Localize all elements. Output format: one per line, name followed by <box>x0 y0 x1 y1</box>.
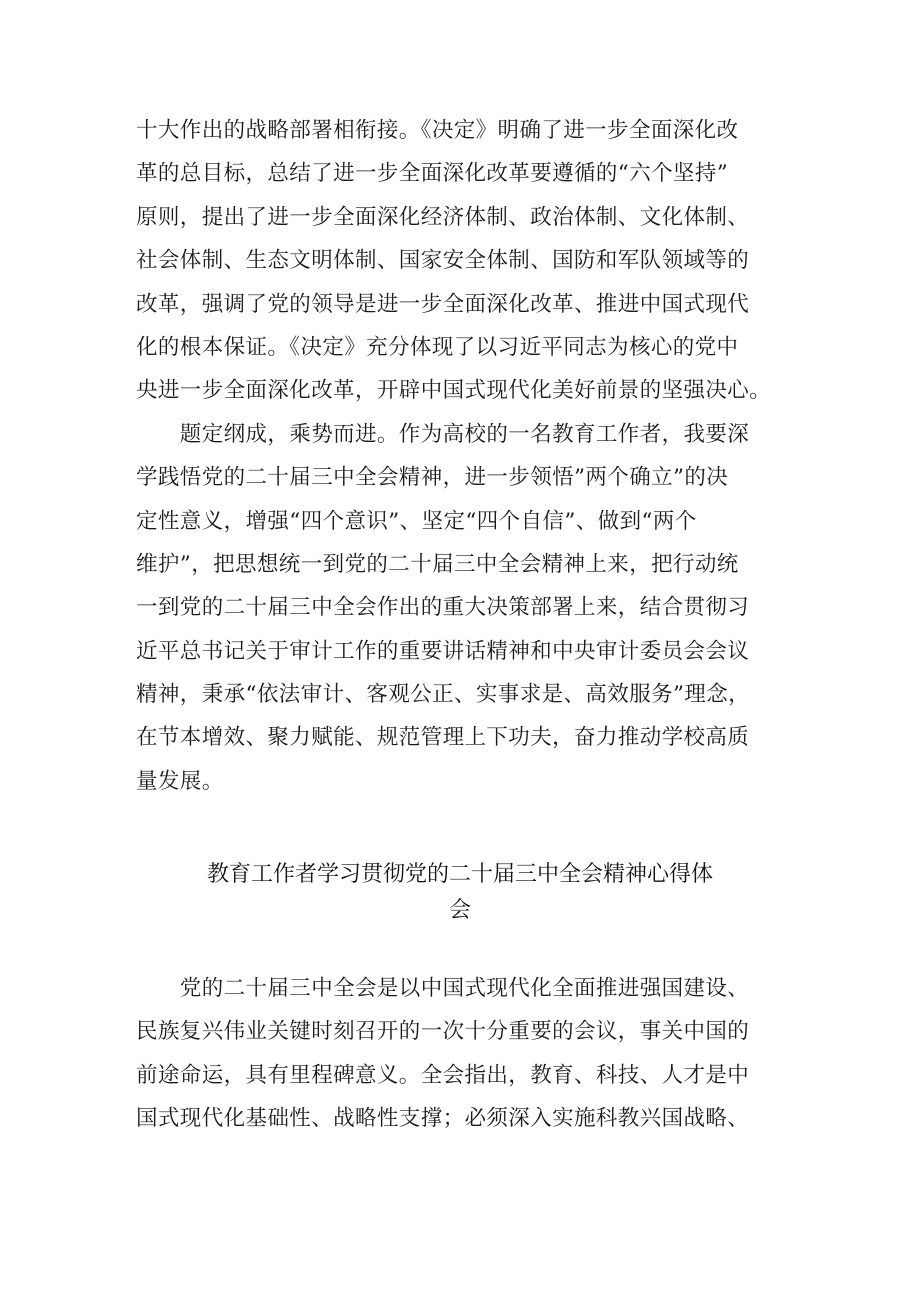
text-line: 党的二十届三中全会是以中国式现代化全面推进强国建设、 <box>136 976 750 1001</box>
text-line: 化的根本保证。《决定》充分体现了以习近平同志为核心的党中 <box>136 334 739 360</box>
text-line: 维护”，把思想统一到党的二十届三中全会精神上来，把行动统 <box>136 551 739 577</box>
text-line: 题定纲成，乘势而进。作为高校的一名教育工作者，我要深 <box>136 421 750 447</box>
text-line: 一到党的二十届三中全会作出的重大决策部署上来，结合贯彻习 <box>136 595 750 621</box>
text-line: 近平总书记关于审计工作的重要讲话精神和中央审计委员会会议 <box>136 638 750 664</box>
text-line: 前途命运，具有里程碑意义。全会指出，教育、科技、人才是中 <box>136 1062 750 1088</box>
body-text-section-1 <box>136 109 796 803</box>
text-line: 学践悟党的二十届三中全会精神，进一步领悟”两个确立”的决 <box>136 465 729 491</box>
text-line: 定性意义，增强“四个意识”、坚定“四个自信”、做到“两个 <box>136 508 697 534</box>
text-line: 国式现代化基础性、战略性支撑；必须深入实施科教兴国战略、 <box>136 1106 750 1132</box>
text-line: 改革，强调了党的领导是进一步全面深化改革、推进中国式现代 <box>136 291 750 317</box>
article-title-line-1: 教育工作者学习贯彻党的二十届三中全会精神心得体 <box>206 862 713 887</box>
text-line: 十大作出的战略部署相衔接。《决定》明确了进一步全面深化改 <box>136 118 739 143</box>
text-line: 央进一步全面深化改革，开辟中国式现代化美好前景的坚强决心。 <box>136 378 772 404</box>
text-line: 精神，秉承“依法审计、客观公正、实事求是、高效服务”理念， <box>136 682 751 708</box>
article-title <box>136 857 784 929</box>
text-line: 量发展。 <box>136 768 224 794</box>
text-line: 革的总目标，总结了进一步全面深化改革要遵循的“六个坚持” <box>136 161 729 187</box>
text-line: 原则，提出了进一步全面深化经济体制、政治体制、文化体制、 <box>136 204 750 230</box>
text-line: 社会体制、生态文明体制、国家安全体制、国防和军队领域等的 <box>136 248 750 274</box>
text-line: 在节本增效、聚力赋能、规范管理上下功夫，奋力推动学校高质 <box>136 725 750 751</box>
text-line: 民族复兴伟业关键时刻召开的一次十分重要的会议，事关中国的 <box>136 1019 750 1045</box>
body-text-section-2 <box>136 967 796 1141</box>
article-title-line-2: 会 <box>448 898 471 923</box>
